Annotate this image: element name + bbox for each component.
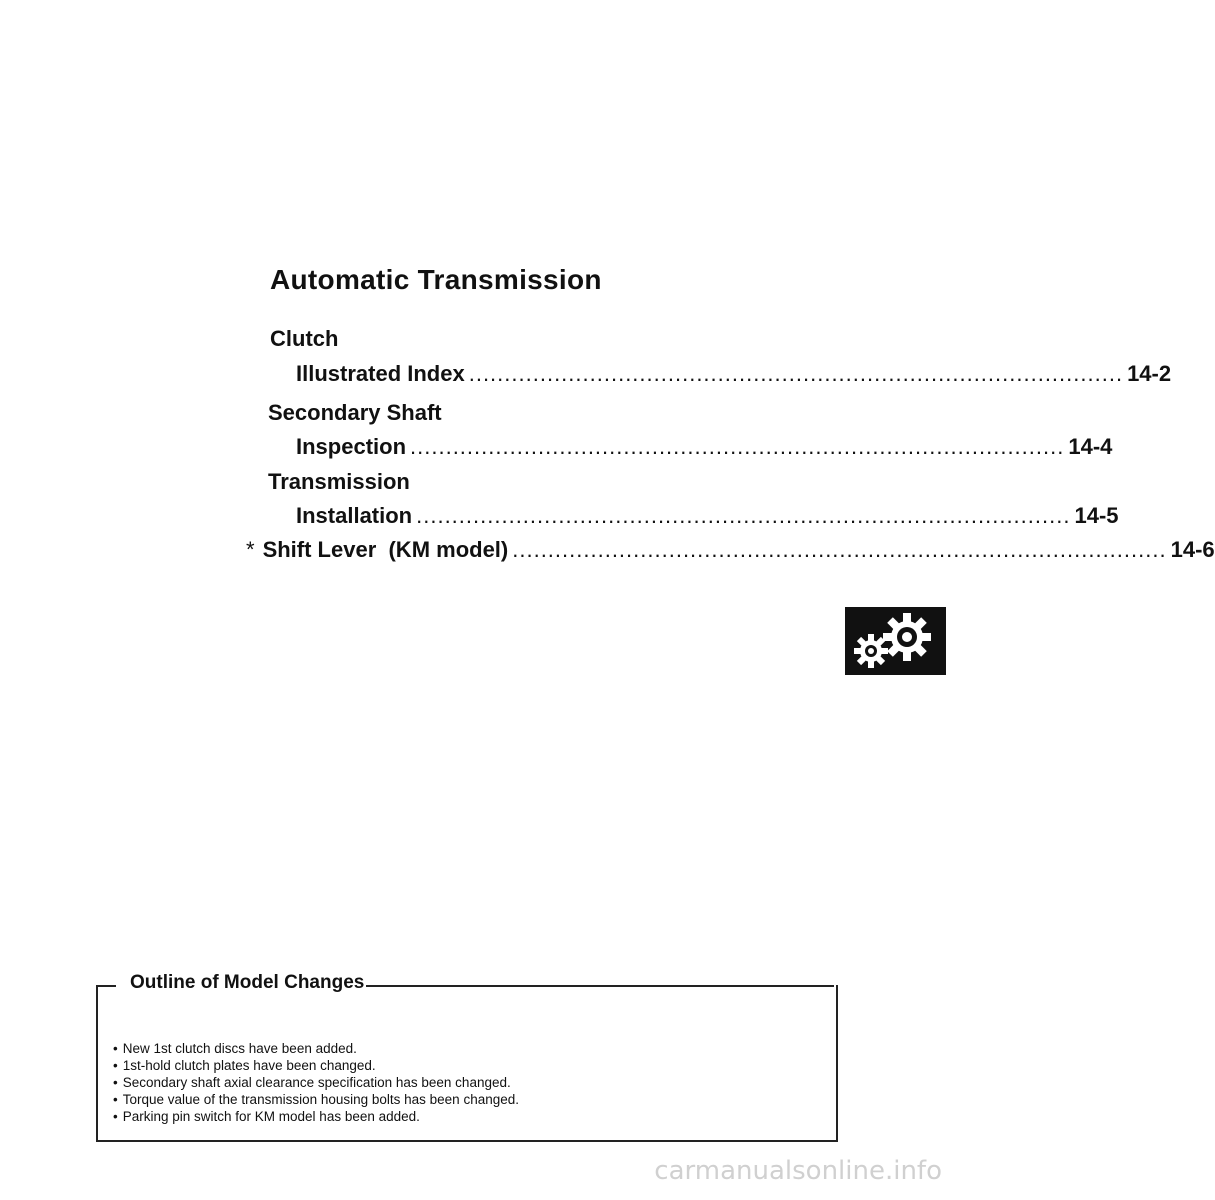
list-item: • New 1st clutch discs have been added.: [113, 1040, 519, 1057]
list-item: • 1st-hold clutch plates have been changed.: [113, 1057, 519, 1074]
toc-entry-label: Inspection: [296, 434, 407, 459]
toc-entry-page: 14-4: [1068, 434, 1113, 459]
toc-section-secondary-shaft: Secondary Shaft: [268, 400, 442, 425]
toc-entry-page: 14-6: [1170, 537, 1215, 562]
toc-entry-page: 14-2: [1127, 361, 1172, 386]
toc-section-transmission: Transmission: [268, 469, 410, 494]
outline-heading: Outline of Model Changes: [130, 972, 365, 993]
toc-entry-illustrated-index[interactable]: [296, 361, 1172, 387]
toc-section-clutch: Clutch: [270, 326, 339, 351]
list-item: • Parking pin switch for KM model has been added.: [113, 1108, 519, 1125]
outline-border-top-right: [343, 985, 834, 987]
section-tab-badge: [845, 607, 946, 675]
toc-leader-dots: ............................................................................................: [512, 537, 1167, 562]
toc-entry-shift-lever[interactable]: [246, 537, 1215, 563]
toc-entry-label: Installation: [296, 503, 413, 528]
toc-leader-dots: ............................................................................................: [416, 503, 1071, 528]
toc-entry-page: 14-5: [1074, 503, 1119, 528]
toc-entry-inspection[interactable]: [296, 434, 1113, 460]
toc-entry-label: Shift Lever (KM model): [262, 537, 509, 562]
toc-leader-dots: ............................................................................................: [410, 434, 1065, 459]
gears-icon: [845, 607, 946, 675]
watermark: carmanualsonline.info: [654, 1156, 942, 1186]
new-item-marker: *: [246, 537, 255, 562]
toc-leader-dots: ............................................................................................: [468, 361, 1124, 386]
outline-border-top-left: [96, 985, 116, 987]
outline-list: [113, 1040, 519, 1125]
toc-entry-installation[interactable]: [296, 503, 1119, 529]
list-item: • Secondary shaft axial clearance specification has been changed.: [113, 1074, 519, 1091]
page-title: Automatic Transmission: [270, 264, 602, 295]
toc-entry-label: Illustrated Index: [296, 361, 465, 386]
list-item: • Torque value of the transmission housing bolts has been changed.: [113, 1091, 519, 1108]
